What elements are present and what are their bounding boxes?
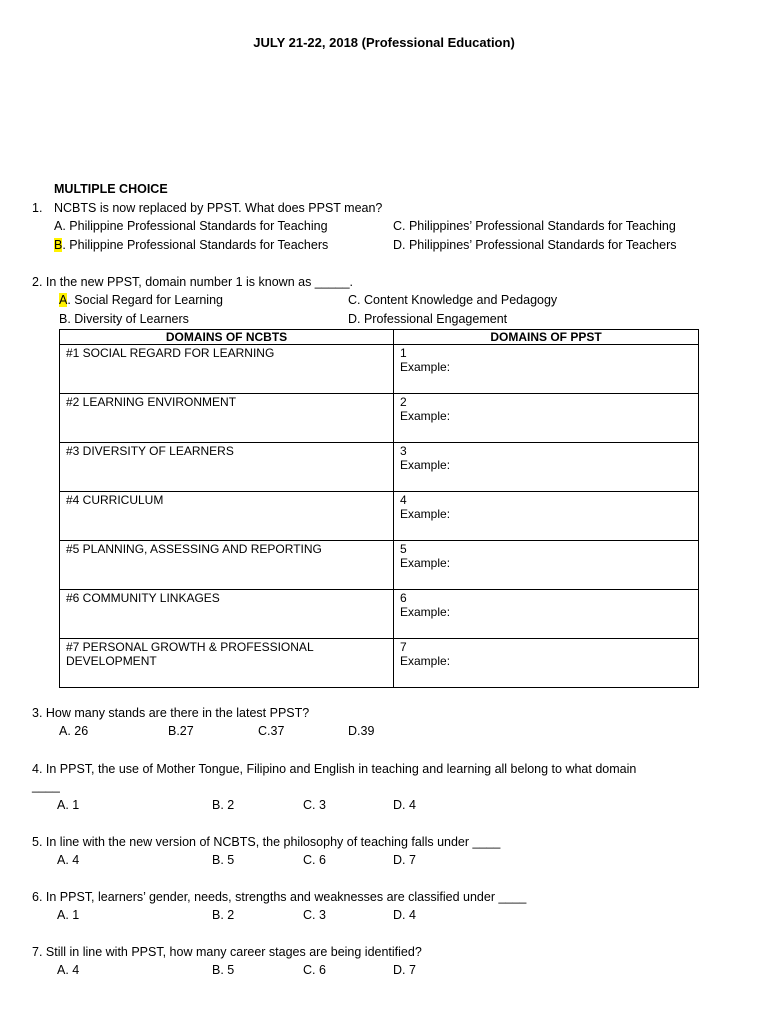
example-label: Example:: [400, 556, 451, 570]
q1-option-b: [54, 238, 328, 252]
ppst-domain-number: 7: [400, 640, 407, 654]
ppst-domain-cell: [394, 394, 699, 443]
ncbts-domain-line2: DEVELOPMENT: [66, 654, 157, 668]
page-title: JULY 21-22, 2018 (Professional Education): [253, 35, 515, 50]
ncbts-domain: [60, 639, 394, 688]
section-heading: MULTIPLE CHOICE: [54, 182, 168, 196]
q4-option-a: A. 1: [57, 798, 80, 812]
ncbts-domain: #2 LEARNING ENVIRONMENT: [60, 394, 394, 443]
ppst-domain-number: 4: [400, 493, 407, 507]
ncbts-domain: #6 COMMUNITY LINKAGES: [60, 590, 394, 639]
q3-question: 3. How many stands are there in the latest PPST?: [32, 706, 310, 720]
q1-option-b-text: . Philippine Professional Standards for Teachers: [62, 238, 329, 252]
q3-option-b: B.27: [168, 724, 194, 738]
ncbts-domain: #5 PLANNING, ASSESSING AND REPORTING: [60, 541, 394, 590]
q3-option-c: C.37: [258, 724, 285, 738]
q7-question: 7. Still in line with PPST, how many career stages are being identified?: [32, 945, 422, 959]
q5-option-a: A. 4: [57, 853, 80, 867]
q7-option-b: B. 5: [212, 963, 235, 977]
table-row: [60, 345, 699, 394]
q5-option-b: B. 5: [212, 853, 235, 867]
q1-question: NCBTS is now replaced by PPST. What does PPST mean?: [54, 201, 383, 215]
ppst-domain-cell: [394, 443, 699, 492]
ppst-domain-number: 2: [400, 395, 407, 409]
table-row: [60, 443, 699, 492]
table-row: [60, 541, 699, 590]
q4-option-d: D. 4: [393, 798, 416, 812]
q7-option-a: A. 4: [57, 963, 80, 977]
domains-table: [59, 329, 699, 688]
example-label: Example:: [400, 605, 451, 619]
ppst-domain-number: 6: [400, 591, 407, 605]
ppst-domain-cell: [394, 639, 699, 688]
table-row: [60, 590, 699, 639]
q1-option-a: A. Philippine Professional Standards for Teaching: [54, 219, 328, 233]
q2-option-b: B. Diversity of Learners: [59, 312, 189, 326]
q1-option-c: C. Philippines’ Professional Standards for Teaching: [393, 219, 676, 233]
example-label: Example:: [400, 654, 451, 668]
ppst-domain-number: 5: [400, 542, 407, 556]
q5-question: 5. In line with the new version of NCBTS, the philosophy of teaching falls under ____: [32, 835, 501, 849]
table-row: [60, 639, 699, 688]
q6-option-c: C. 3: [303, 908, 326, 922]
q2-option-d: D. Professional Engagement: [348, 312, 508, 326]
q2-question: 2. In the new PPST, domain number 1 is known as _____.: [32, 275, 354, 289]
q5-option-c: C. 6: [303, 853, 326, 867]
q2-answer-highlight: A: [59, 293, 68, 307]
ppst-domain-cell: [394, 590, 699, 639]
q1-number: 1.: [32, 201, 43, 215]
q3-option-a: A. 26: [59, 724, 89, 738]
q2-option-c: C. Content Knowledge and Pedagogy: [348, 293, 558, 307]
ncbts-domain: #3 DIVERSITY OF LEARNERS: [60, 443, 394, 492]
ncbts-domain: #1 SOCIAL REGARD FOR LEARNING: [60, 345, 394, 394]
example-label: Example:: [400, 409, 451, 423]
example-label: Example:: [400, 507, 451, 521]
q7-option-c: C. 6: [303, 963, 326, 977]
q4-blank: ____: [32, 779, 60, 793]
q7-option-d: D. 7: [393, 963, 416, 977]
q6-option-d: D. 4: [393, 908, 416, 922]
ppst-domain-cell: [394, 345, 699, 394]
ppst-domain-cell: [394, 541, 699, 590]
q6-question: 6. In PPST, learners’ gender, needs, strengths and weaknesses are classified under ____: [32, 890, 527, 904]
q4-option-b: B. 2: [212, 798, 235, 812]
example-label: Example:: [400, 360, 451, 374]
q1-answer-highlight: B: [54, 238, 63, 252]
ppst-domain-number: 1: [400, 346, 407, 360]
q5-option-d: D. 7: [393, 853, 416, 867]
table-row: [60, 492, 699, 541]
q4-option-c: C. 3: [303, 798, 326, 812]
header-ppst: DOMAINS OF PPST: [394, 330, 699, 345]
table-header-row: [60, 330, 699, 345]
q3-option-d: D.39: [348, 724, 375, 738]
ncbts-domain-line1: #7 PERSONAL GROWTH & PROFESSIONAL: [66, 640, 314, 654]
q6-option-b: B. 2: [212, 908, 235, 922]
example-label: Example:: [400, 458, 451, 472]
q1-option-d: D. Philippines’ Professional Standards for Teachers: [393, 238, 677, 252]
q4-question: 4. In PPST, the use of Mother Tongue, Filipino and English in teaching and learning all belong to what domain: [32, 762, 637, 776]
ppst-domain-cell: [394, 492, 699, 541]
ppst-domain-number: 3: [400, 444, 407, 458]
table-row: [60, 394, 699, 443]
ncbts-domain: #4 CURRICULUM: [60, 492, 394, 541]
header-ncbts: DOMAINS OF NCBTS: [60, 330, 394, 345]
q2-option-a-text: . Social Regard for Learning: [67, 293, 223, 307]
q2-option-a: [59, 293, 223, 307]
q6-option-a: A. 1: [57, 908, 80, 922]
